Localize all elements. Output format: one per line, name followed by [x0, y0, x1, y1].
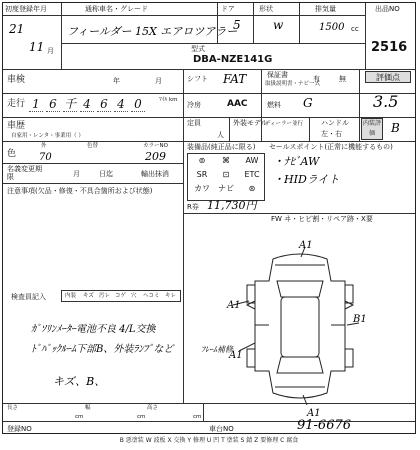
inspection-comment-1: ｶﾞｿﾘﾝﾒｰﾀｰ電池不良 4/L交換	[31, 324, 156, 335]
ac-value: AAC	[227, 99, 248, 109]
damage-mark-left-front: A1	[227, 300, 241, 311]
month-mark: 月	[155, 77, 162, 85]
grid-line	[3, 141, 415, 142]
sales-point-2: ・HIDライト	[273, 173, 340, 186]
interior-value: B	[391, 121, 400, 135]
mileage-digit: 千	[63, 97, 76, 111]
shift-label: シフト	[187, 75, 208, 83]
color-no-label: カラーNO	[143, 143, 168, 149]
chassis-no-label: 車台NO	[209, 425, 234, 433]
km-label: ﾏｲﾙ km	[159, 97, 178, 103]
width-label: 幅	[85, 405, 91, 411]
capacity-unit: 人	[217, 131, 224, 139]
car-body-diagram	[225, 241, 375, 411]
equipment-icon: ⊡	[222, 170, 230, 179]
grid-line	[253, 3, 254, 43]
doors-label: ドア	[221, 5, 235, 13]
equipment-label: 装備品(純正品に限る)	[187, 143, 256, 151]
warranty-yes: 有	[313, 75, 320, 83]
reg-month: 11	[29, 40, 45, 54]
inspection-tag-dent: ヘコミ	[143, 293, 160, 299]
score-value: 3.5	[373, 92, 399, 111]
reg-no-label: 登録NO	[7, 425, 32, 433]
fuel-value: G	[303, 96, 313, 110]
grid-line	[3, 163, 183, 164]
color-label: 色	[7, 149, 17, 159]
mileage-digit: 4	[114, 97, 128, 112]
model-label: 型式	[191, 45, 205, 53]
shaken-label: 車検	[7, 75, 26, 85]
inspection-tag-burn: コゲ	[115, 293, 127, 299]
shift-value: FAT	[223, 72, 247, 86]
damage-mark-right: B1	[353, 314, 367, 325]
grid-line	[3, 69, 415, 70]
name-change-day: 日迄	[99, 170, 113, 178]
damage-mark-left-rear: A1	[229, 350, 243, 361]
inspection-comment-3: キズ、B、	[53, 375, 106, 388]
equipment-leather: カワ	[194, 184, 210, 193]
r-ticket-value: 11,730円	[207, 199, 257, 212]
sales-points-label: セールスポイント(正常に機能するもの)	[269, 143, 393, 151]
equipment-navi: ナビ	[218, 184, 234, 193]
car-name: フィールダー 15X エアロツアラー	[67, 25, 238, 38]
handle-label: ハンドル	[321, 119, 349, 127]
auction-sheet	[2, 2, 416, 434]
month-unit: 月	[47, 47, 54, 55]
grid-line	[3, 421, 415, 422]
lot-number: 2516	[371, 40, 408, 55]
mileage-digit: 6	[97, 97, 111, 112]
ac-label: 冷房	[187, 101, 201, 109]
lot-label: 出品NO	[375, 5, 400, 13]
handle-value: 左・右	[321, 130, 342, 138]
grid-line	[299, 3, 300, 43]
notes-label: 注意事項(欠品・修復・不具合箇所および状態)	[7, 187, 153, 195]
length-label: 長さ	[7, 405, 19, 411]
equipment-sr: SR	[196, 170, 208, 179]
inspection-tag-hole: 穴	[131, 293, 137, 299]
name-change-note: 輸出抹消	[141, 170, 169, 178]
history-label: 車歴	[7, 121, 26, 131]
year-mark: 年	[113, 77, 120, 85]
grid-line	[359, 69, 360, 141]
width-cm: cm	[137, 414, 146, 420]
inspection-tag-scratch: キズ	[83, 293, 94, 299]
mileage-digit: 1	[29, 97, 43, 112]
warranty-label: 保証書	[267, 71, 288, 79]
displacement-value: 1500	[319, 22, 345, 33]
damage-legend: B 悪塗装 W 波板 X 交換 Y 修理 U 凹 T 塗装 S 錆 Z 要修理 C 腐食	[119, 437, 299, 444]
warranty-sub: 取扱説明書・ナビ一式	[265, 81, 321, 87]
first-reg-label: 初度登録年月	[5, 5, 47, 13]
grid-line	[229, 117, 230, 141]
fw-row: FW ヰ・ヒビ割・リペア跡・X要	[271, 215, 373, 223]
mileage-digit: 4	[80, 97, 94, 112]
inspection-tag-cut: キレ	[165, 293, 176, 299]
model-code: DBA-NZE141G	[193, 54, 273, 65]
inspection-label: 検査員記入	[11, 293, 46, 301]
grid-line	[3, 117, 415, 118]
mileage-digit: 6	[46, 97, 60, 112]
equipment-icon: ⌘	[222, 156, 230, 165]
reg-year: 21	[9, 22, 25, 36]
capacity-label: 定員	[187, 119, 201, 127]
mileage-label: 走行	[7, 99, 26, 109]
displacement-label: 排気量	[315, 5, 336, 13]
inspection-tag-stain: 汚レ	[99, 293, 111, 299]
grid-line	[61, 3, 62, 69]
fuel-label: 燃料	[267, 101, 281, 109]
name-change-label: 名義変更期限	[7, 165, 42, 181]
r-ticket-label: R券	[187, 203, 199, 211]
outer-label: 外	[41, 143, 47, 149]
length-cm: cm	[75, 414, 84, 420]
doors-value: 5	[233, 18, 241, 32]
damage-mark-front: A1	[299, 240, 313, 251]
shape-label: 形状	[259, 5, 273, 13]
equipment-icon: ⊛	[248, 184, 256, 193]
shape-value: w	[273, 18, 284, 32]
outer-color-value: 70	[39, 152, 52, 163]
cc-unit: cc	[351, 25, 359, 33]
name-change-month: 月	[73, 170, 80, 178]
name-grade-label: 通称車名・グレード	[85, 5, 148, 13]
interior-label: 内装評価	[361, 118, 383, 140]
warranty-no: 無	[339, 75, 346, 83]
damage-mark-rear: A1	[307, 408, 321, 419]
sales-point-1: ・ﾅﾋﾞAW	[273, 155, 320, 168]
color-no-value: 209	[145, 150, 166, 163]
grid-line	[365, 3, 366, 69]
score-label: 評価点	[365, 71, 411, 83]
inspection-tag-interior: 内装	[65, 293, 77, 299]
grid-line	[183, 69, 184, 403]
mileage-digit: 0	[131, 97, 145, 112]
grid-line	[203, 403, 204, 421]
grid-line	[3, 93, 415, 94]
history-sub: 自家用・レンタ・事業用（ ）	[11, 133, 84, 139]
inspection-comment-2: ﾄﾞﾊﾞｯｸﾙｰﾑ下部B、外装ﾗﾝﾌﾟなど	[31, 344, 174, 355]
height-label: 高さ	[147, 405, 159, 411]
grid-line	[61, 43, 365, 44]
grid-line	[261, 69, 262, 141]
grid-line	[309, 117, 310, 141]
grid-line	[3, 15, 365, 16]
equipment-etc: ETC	[244, 170, 260, 179]
equipment-aw: AW	[245, 156, 259, 165]
grid-line	[3, 183, 183, 184]
height-cm: cm	[193, 414, 202, 420]
dealer-label: ディーラー並行	[265, 121, 304, 127]
grid-line	[183, 213, 415, 214]
frame-note: ﾌﾚｰﾑ補修	[201, 345, 233, 354]
equipment-icon: ⊚	[198, 156, 206, 165]
inner-label: 色替	[87, 143, 99, 149]
chassis-no-value: 91-6676	[297, 418, 352, 433]
color-model-label: 外装モデル	[233, 119, 268, 127]
